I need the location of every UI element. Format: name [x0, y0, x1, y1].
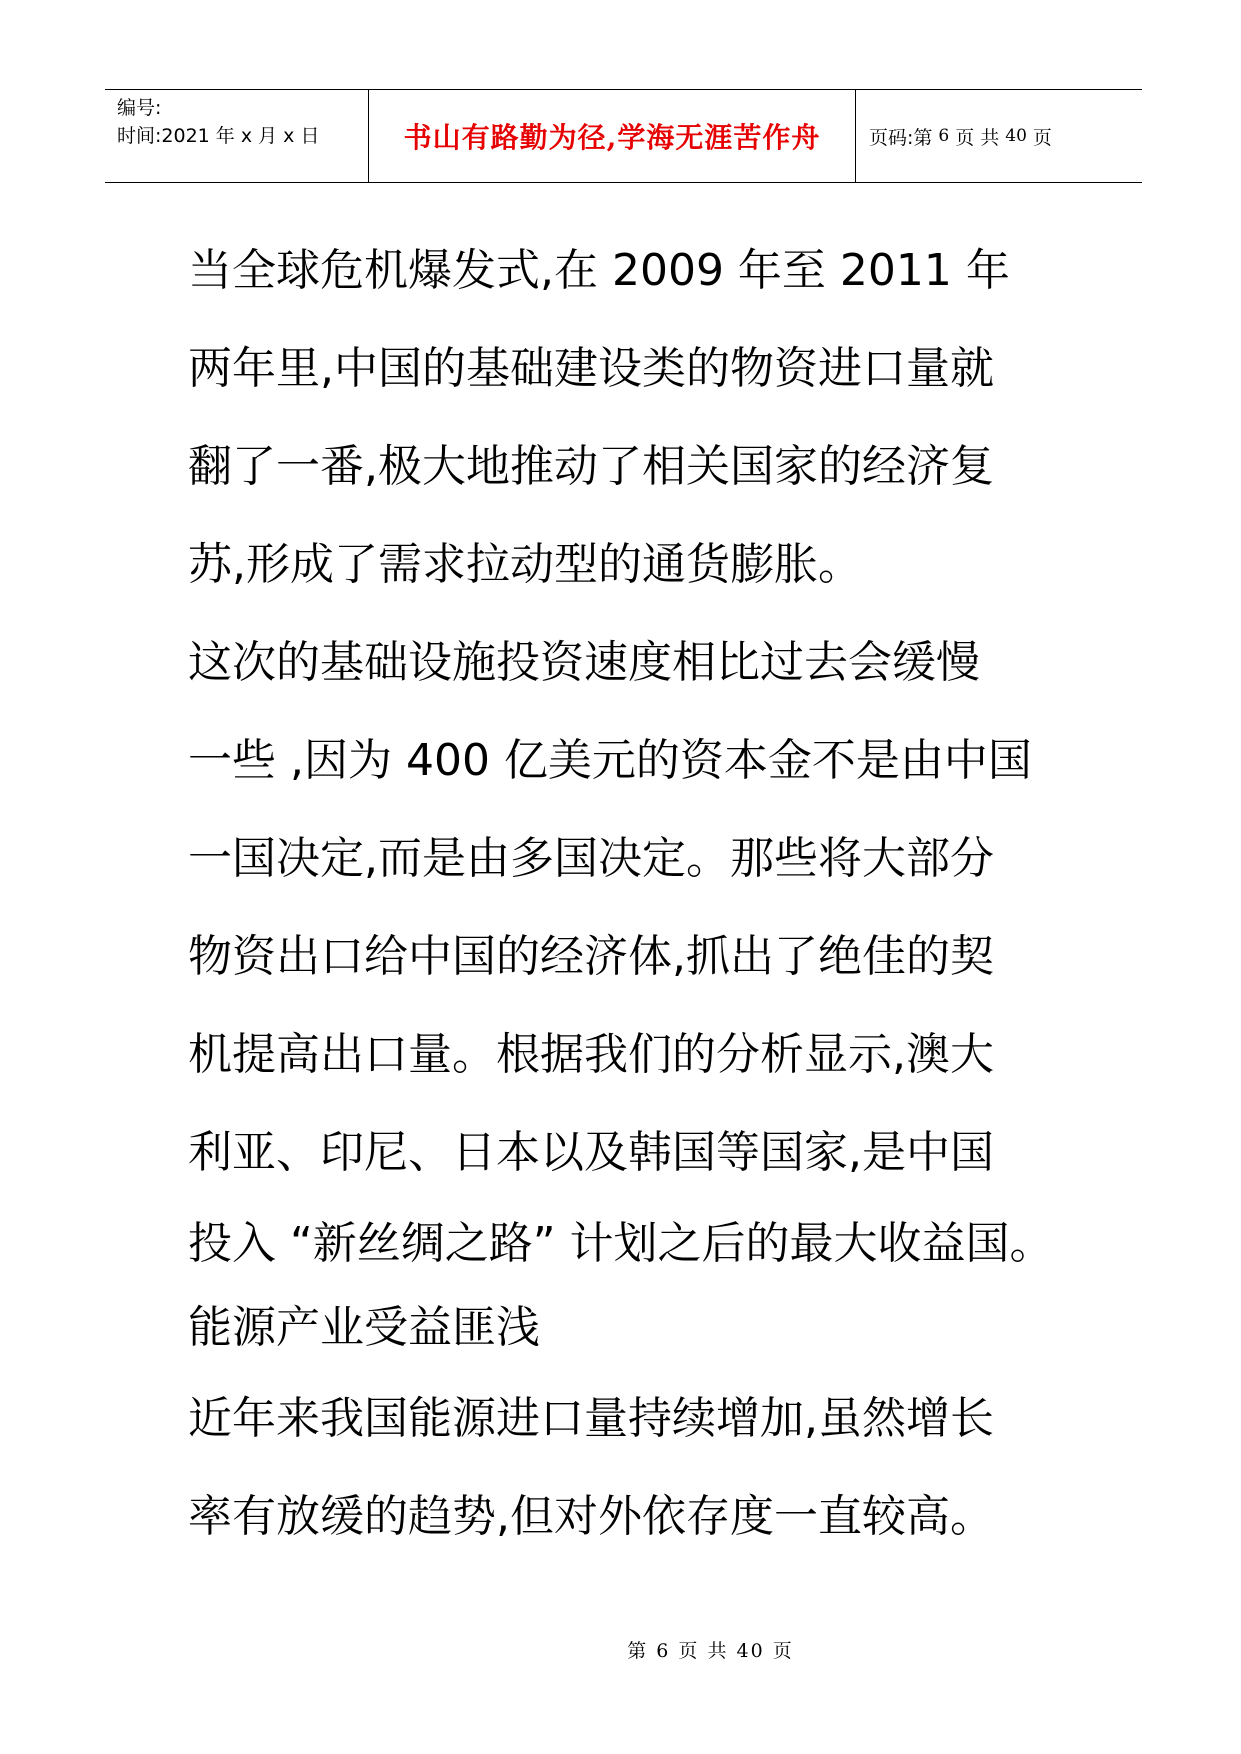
- page-footer: [0, 1636, 1241, 1663]
- body-line: 两年里,中国的基础建设类的物资进口量就: [188, 343, 994, 394]
- page-prefix: 页码:第: [869, 126, 933, 149]
- motto-text: 书山有路勤为径,学海无涯苦作舟: [403, 121, 821, 154]
- body-line: 翻了一番,极大地推动了相关国家的经济复: [188, 441, 994, 492]
- body-line: 机提高出口量。根据我们的分析显示,澳大: [188, 1029, 994, 1080]
- section-heading: 能源产业受益匪浅: [188, 1302, 540, 1353]
- body-line: 近年来我国能源进口量持续增加,虽然增长: [188, 1393, 994, 1444]
- page-middle: 页 共: [955, 126, 1000, 149]
- document-body: [188, 222, 1088, 1566]
- body-line: 利亚、印尼、日本以及韩国等国家,是中国: [188, 1127, 994, 1178]
- body-line: 一国决定,而是由多国决定。那些将大部分: [188, 833, 994, 884]
- body-line: 物资出口给中国的经济体,抓出了绝佳的契: [188, 931, 994, 982]
- footer-page-number: 第 6 页 共 40 页: [627, 1640, 794, 1662]
- page-current: 6: [938, 126, 950, 146]
- body-line: 率有放缓的趋势,但对外依存度一直较高。: [188, 1491, 994, 1542]
- header-meta: [105, 90, 369, 182]
- header-motto: [369, 90, 856, 182]
- page-total: 40: [1005, 126, 1027, 146]
- body-line: 投入 “新丝绸之路” 计划之后的最大收益国。: [188, 1218, 1054, 1269]
- body-line: 当全球危机爆发式,在 2009 年至 2011 年: [188, 245, 1010, 296]
- body-line: 苏,形成了需求拉动型的通货膨胀。: [188, 539, 862, 590]
- header-page-indicator: [856, 90, 1142, 182]
- body-line: 一些 ,因为 400 亿美元的资本金不是由中国: [188, 735, 1032, 786]
- page-header: [105, 89, 1142, 183]
- document-time-label: 时间:2021 年 x 月 x 日: [117, 125, 320, 147]
- document-number-label: 编号:: [117, 97, 162, 119]
- body-line: 这次的基础设施投资速度相比过去会缓慢: [188, 637, 980, 688]
- page-suffix: 页: [1032, 126, 1052, 149]
